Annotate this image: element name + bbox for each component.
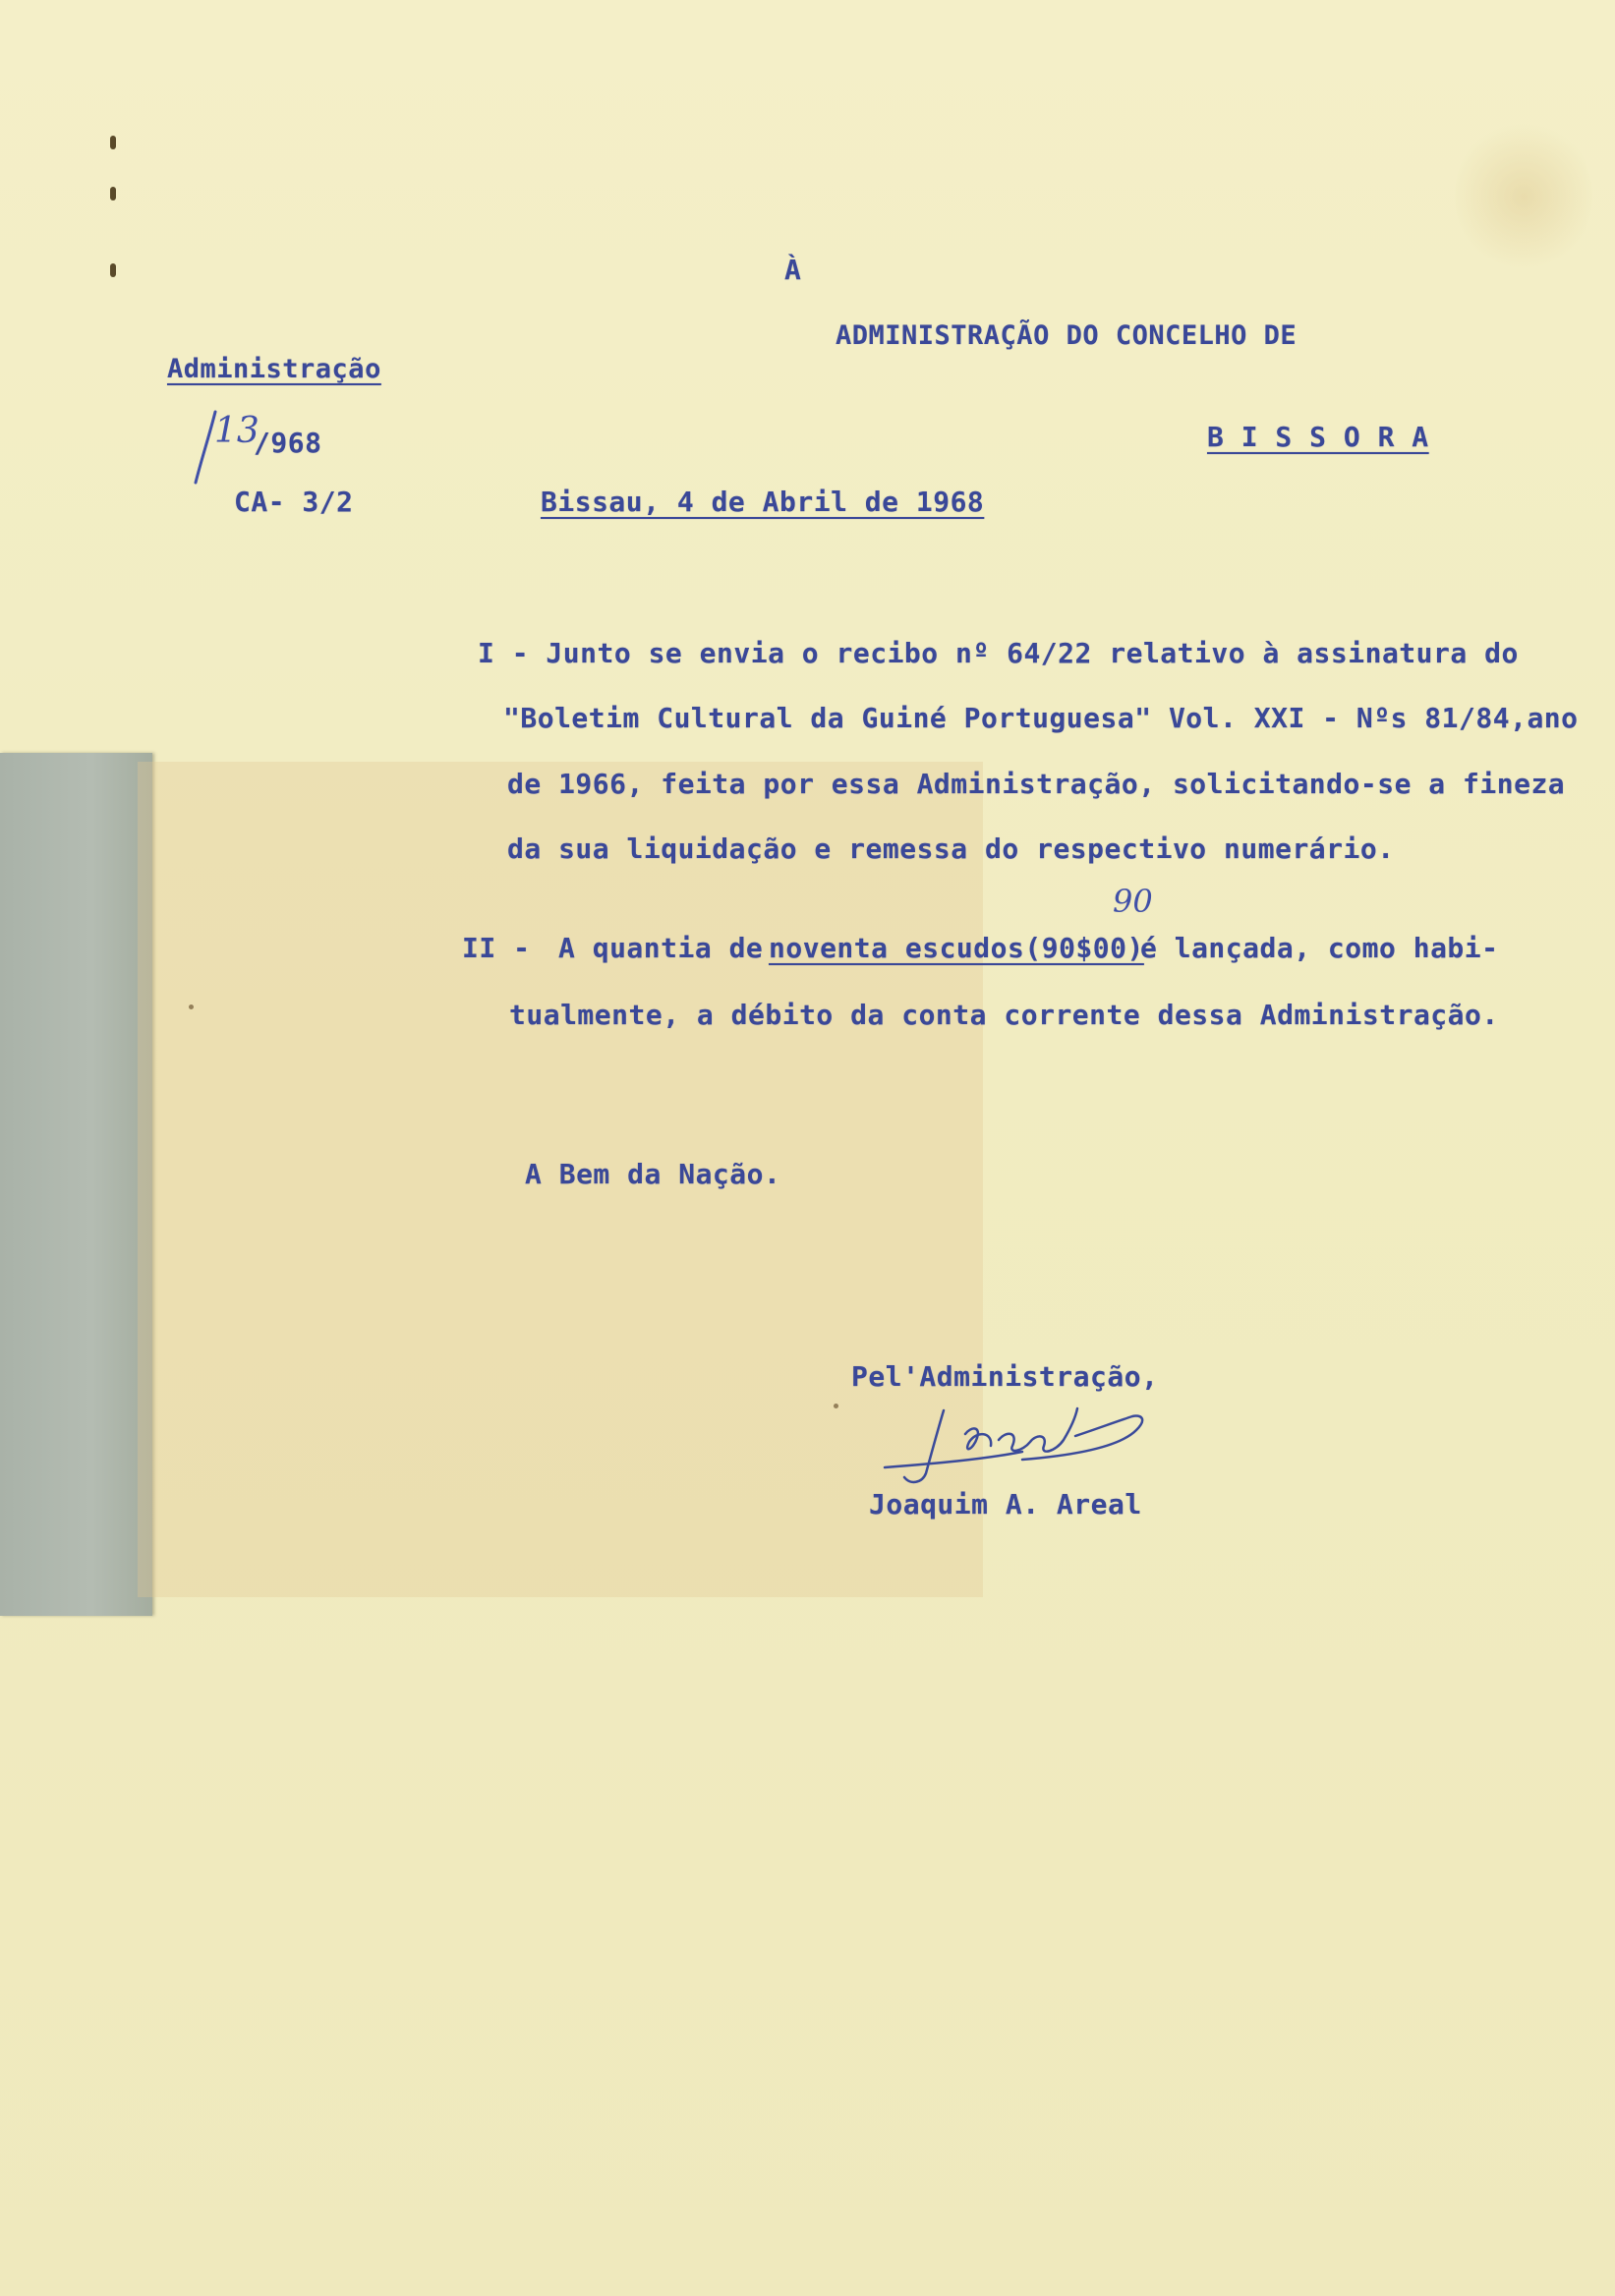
paragraph-1-line-2: "Boletim Cultural da Guiné Portuguesa" Vol. XXI - Nºs 81/84,ano [503, 702, 1579, 734]
attached-paper-strip [0, 753, 152, 1616]
punch-hole-mark [110, 263, 116, 277]
paragraph-2-amount: noventa escudos(90$00) [769, 932, 1144, 964]
date-line: Bissau, 4 de Abril de 1968 [541, 486, 985, 518]
department-label: Administração [167, 354, 381, 384]
paragraph-2-numeral: II - [462, 932, 531, 964]
addressee-line-2: B I S S O R A [1207, 421, 1429, 453]
paragraph-2-line-2: tualmente, a débito da conta corrente dessa Administração. [509, 999, 1499, 1031]
paper-stain [1455, 118, 1592, 275]
addressee-line-1: ADMINISTRAÇÃO DO CONCELHO DE [836, 320, 1298, 351]
punch-hole-mark [110, 187, 116, 201]
paragraph-1-line-1: I - Junto se envia o recibo nº 64/22 relativo à assinatura do [478, 637, 1519, 669]
signatory-name: Joaquim A. Areal [869, 1488, 1142, 1521]
salutation: A Bem da Nação. [525, 1158, 781, 1190]
reference-code: CA- 3/2 [234, 486, 354, 518]
reference-year: /968 [254, 427, 322, 459]
handwritten-annotation: 90 [1113, 883, 1153, 920]
paragraph-1-line-3: de 1966, feita por essa Administração, solicitando-se a fineza [507, 768, 1566, 800]
paragraph-1-line-4: da sua liquidação e remessa do respectivo numerário. [507, 832, 1395, 865]
reference-number-handwritten: 13 [214, 411, 260, 451]
paragraph-2-line-1-start: A quantia de [558, 932, 764, 964]
handwritten-signature-icon [875, 1391, 1170, 1499]
signature-prefix: Pel'Administração, [851, 1360, 1159, 1393]
punch-hole-mark [110, 136, 116, 149]
paragraph-2-line-1-end: é lançada, como habi- [1140, 932, 1499, 964]
accent-mark: À [784, 254, 802, 286]
